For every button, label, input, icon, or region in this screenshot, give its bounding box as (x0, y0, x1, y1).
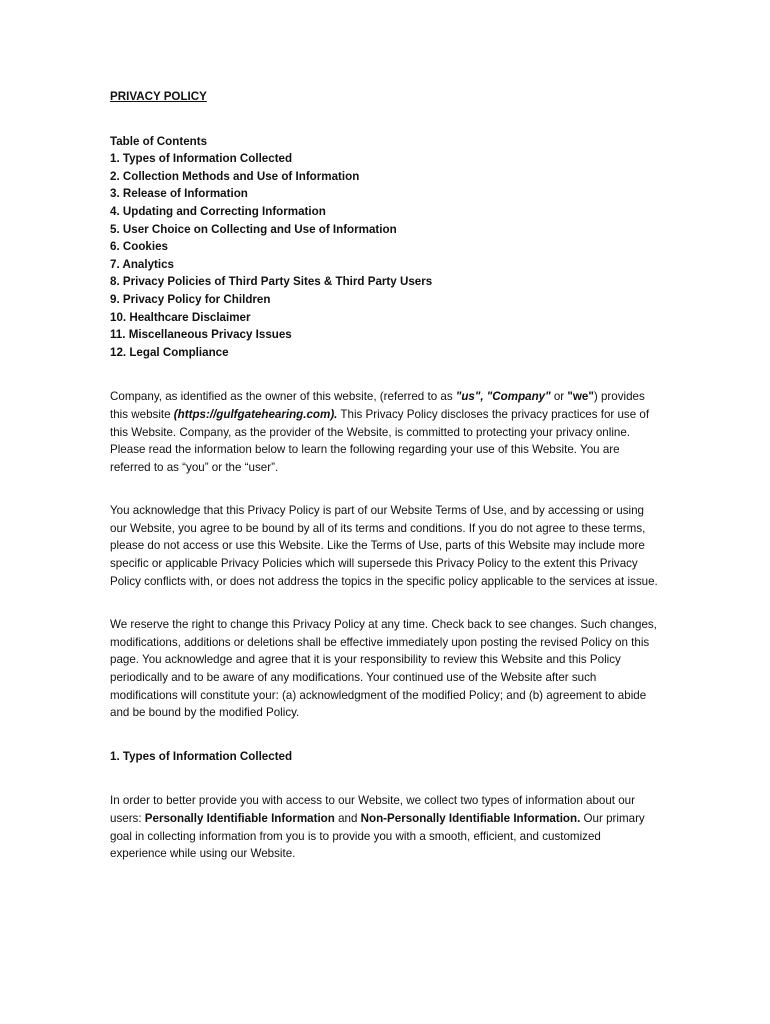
toc-item: 8. Privacy Policies of Third Party Sites & Third Party Users (110, 275, 433, 289)
toc-item: 6. Cookies (110, 240, 168, 254)
website-url: (https://gulfgatehearing.com). (173, 407, 338, 421)
acknowledge-paragraph: You acknowledge that this Privacy Policy is part of our Website Terms of Use, and by accessing or using our Website, you agree to be bound by all of its terms and conditions. If you do not agree to these terms, please do not access or use this Website. Like the Terms of Use, parts of this Website may include more specific or applicable Privacy Policies which will supersede this Privacy Policy to the extent this Privacy Policy conflicts with, or does not address the topics in the specific policy applicable to the services at issue. (110, 504, 658, 588)
toc-item: 1. Types of Information Collected (110, 152, 293, 166)
toc-item: 9. Privacy Policy for Children (110, 292, 271, 306)
intro-us-term: "us", "Company" (455, 390, 551, 404)
toc-item: 10. Healthcare Disclaimer (110, 310, 251, 324)
toc-item: 11. Miscellaneous Privacy Issues (110, 328, 292, 342)
intro-we-term: "we" (567, 390, 594, 404)
document-body (110, 88, 658, 889)
toc-item: 3. Release of Information (110, 187, 248, 201)
toc-item: 7. Analytics (110, 257, 175, 271)
toc-item: 2. Collection Methods and Use of Information (110, 169, 360, 183)
section1-text: In order to better provide you with access to our Website, we collect two types of information about our users: (110, 794, 635, 825)
changes-paragraph: We reserve the right to change this Privacy Policy at any time. Check back to see changes. Such changes, modifications, additions or deletions shall be effective immediately upon posting the revised Policy on this page. You acknowledge and agree that it is your responsibility to review this Website and this Policy periodically and to be aware of any modifications. Your continued use of the Website after such modifications will constitute your: (a) acknowledgment of the modified Policy; and (b) agreement to abide and be bound by the modified Policy. (110, 618, 657, 720)
intro-text: ) provides this website (110, 390, 645, 421)
npii-term: Non-Personally Identifiable Information. (360, 812, 581, 825)
intro-paragraph (110, 388, 658, 476)
pii-term: Personally Identifiable Information (144, 812, 335, 825)
section-heading: 1. Types of Information Collected (110, 749, 293, 763)
table-of-contents (110, 133, 658, 362)
intro-text: or (550, 390, 568, 404)
toc-item: 5. User Choice on Collecting and Use of Information (110, 222, 397, 236)
section1-paragraph (110, 792, 658, 862)
toc-item: 12. Legal Compliance (110, 345, 229, 359)
section1-text: and (334, 812, 361, 825)
toc-item: 4. Updating and Correcting Information (110, 204, 326, 218)
toc-heading: Table of Contents (110, 134, 208, 148)
section1-text: Our primary goal in collecting information from you is to provide you with a smooth, efficient, and customized experience while using our Website. (110, 812, 645, 861)
intro-text: This Privacy Policy discloses the privacy practices for use of this Website. Company, as the provider of the Website, is committed to protecting your privacy online. Please read the information below to learn the following regarding your use of this Website. You are referred to as “you” or the “user”. (110, 407, 650, 474)
intro-text: Company, as identified as the owner of this website, (referred to as (110, 390, 456, 404)
document-title: PRIVACY POLICY (110, 90, 207, 103)
